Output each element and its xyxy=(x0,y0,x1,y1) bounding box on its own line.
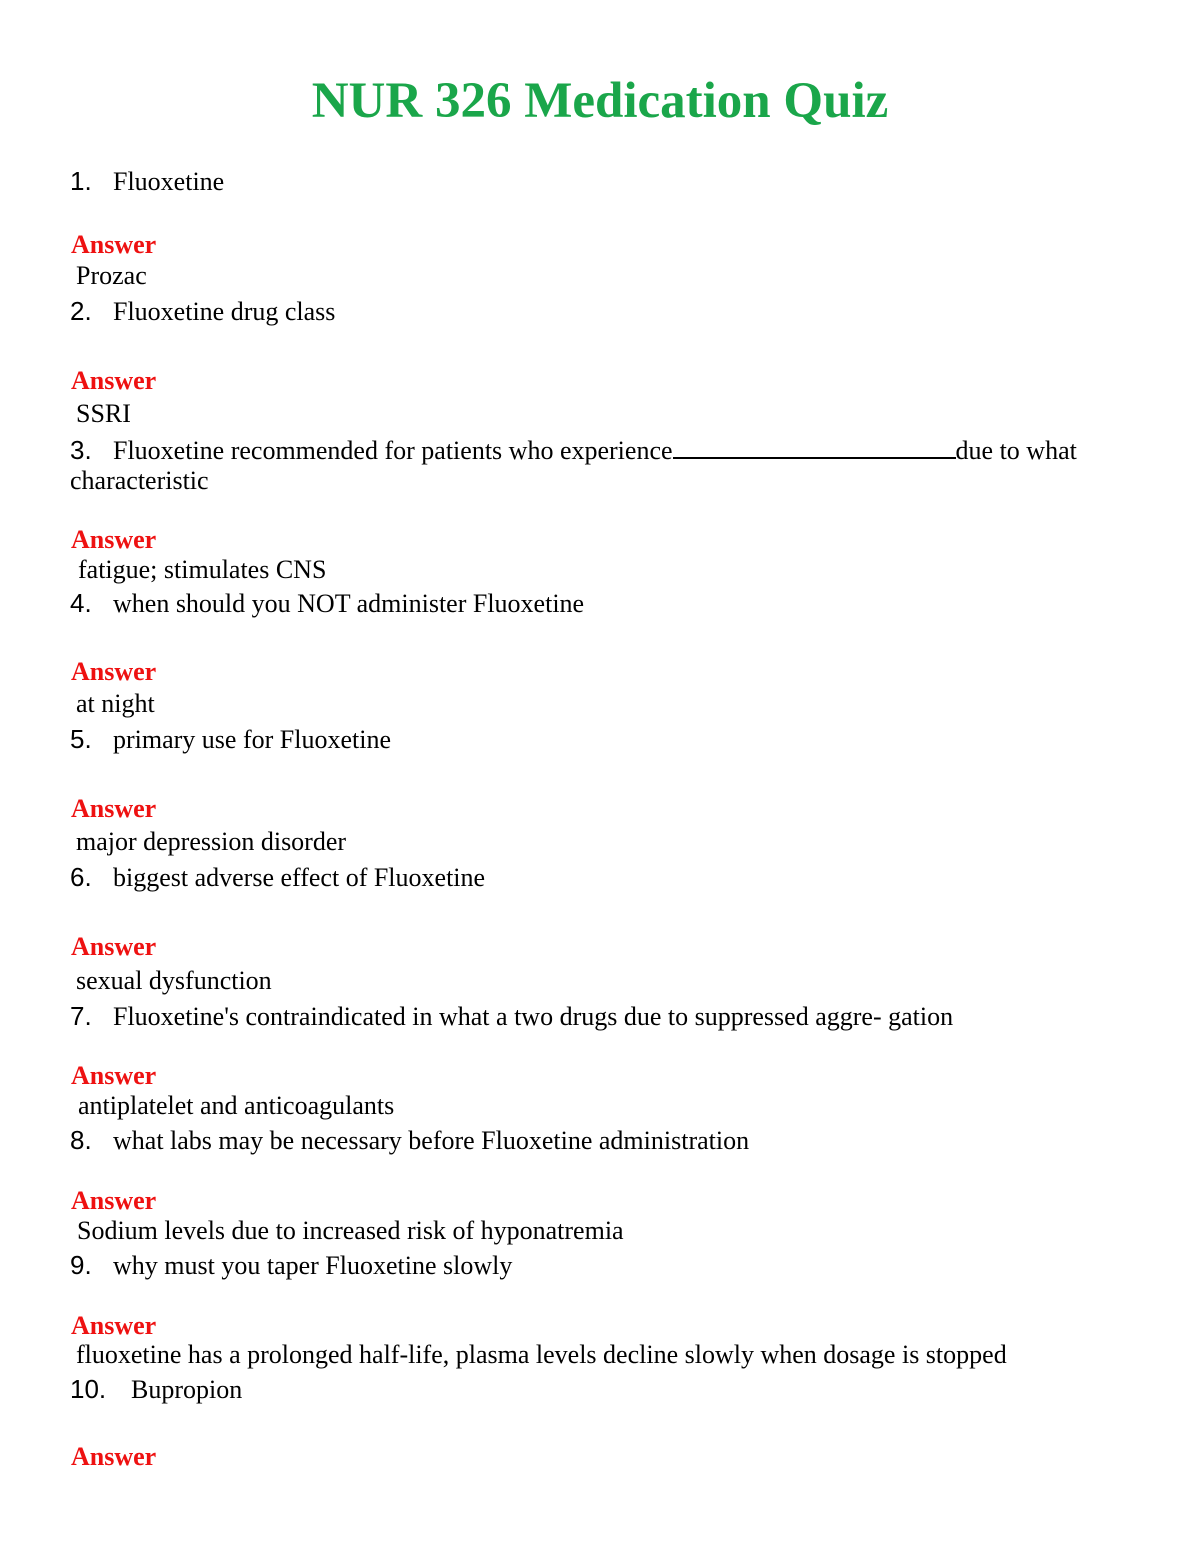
question-number: 10. xyxy=(70,1374,107,1404)
question-5 xyxy=(70,724,1130,755)
question-text: Fluoxetine's contraindicated in what a two drugs due to suppressed aggre- gation xyxy=(113,1002,954,1031)
question-text-part2: due to what xyxy=(955,436,1077,465)
answer-label: Answer xyxy=(71,525,157,554)
question-text: why must you taper Fluoxetine slowly xyxy=(113,1251,513,1280)
answer-label: Answer xyxy=(71,1311,157,1340)
question-number: 4. xyxy=(70,588,92,618)
question-4 xyxy=(70,588,1130,619)
answer-text: fatigue; stimulates CNS xyxy=(78,555,327,584)
answer-text: Sodium levels due to increased risk of hyponatremia xyxy=(77,1216,624,1245)
question-10 xyxy=(70,1374,1130,1405)
answer-label: Answer xyxy=(71,794,157,823)
question-text: Fluoxetine xyxy=(113,167,225,196)
question-text: what labs may be necessary before Fluoxetine administration xyxy=(113,1126,750,1155)
fill-in-blank xyxy=(673,435,956,459)
question-number: 2. xyxy=(70,296,92,326)
question-6 xyxy=(70,862,1130,893)
answer-label: Answer xyxy=(71,1061,157,1090)
question-number: 3. xyxy=(70,435,92,465)
question-number: 7. xyxy=(70,1001,92,1031)
question-number: 9. xyxy=(70,1250,92,1280)
answer-text: major depression disorder xyxy=(76,827,347,856)
question-8 xyxy=(70,1125,1130,1156)
question-number: 5. xyxy=(70,724,92,754)
question-7 xyxy=(70,1001,1130,1032)
question-text: Bupropion xyxy=(131,1375,243,1404)
question-3 xyxy=(70,435,1130,496)
answer-label: Answer xyxy=(71,657,157,686)
question-number: 1. xyxy=(70,166,92,196)
answer-label: Answer xyxy=(71,230,157,259)
answer-label: Answer xyxy=(71,366,157,395)
question-text-line2: characteristic xyxy=(70,466,209,495)
question-number: 6. xyxy=(70,862,92,892)
question-text: biggest adverse effect of Fluoxetine xyxy=(113,863,486,892)
answer-text: at night xyxy=(76,689,155,718)
question-1 xyxy=(70,166,1130,197)
answer-label: Answer xyxy=(71,1186,157,1215)
answer-text: Prozac xyxy=(76,261,147,290)
page-title: NUR 326 Medication Quiz xyxy=(311,73,889,129)
answer-label: Answer xyxy=(71,932,157,961)
answer-text: fluoxetine has a prolonged half-life, plasma levels decline slowly when dosage is stopped xyxy=(76,1340,1007,1369)
answer-text: sexual dysfunction xyxy=(76,966,272,995)
question-number: 8. xyxy=(70,1125,92,1155)
answer-text: SSRI xyxy=(76,399,131,428)
question-2 xyxy=(70,296,1130,327)
question-9 xyxy=(70,1250,1130,1281)
answer-text: antiplatelet and anticoagulants xyxy=(78,1091,395,1120)
question-text: primary use for Fluoxetine xyxy=(113,725,391,754)
question-text-part1: Fluoxetine recommended for patients who experience xyxy=(113,436,673,465)
question-text: when should you NOT administer Fluoxetine xyxy=(113,589,585,618)
question-text: Fluoxetine drug class xyxy=(113,297,336,326)
answer-label: Answer xyxy=(71,1442,157,1471)
